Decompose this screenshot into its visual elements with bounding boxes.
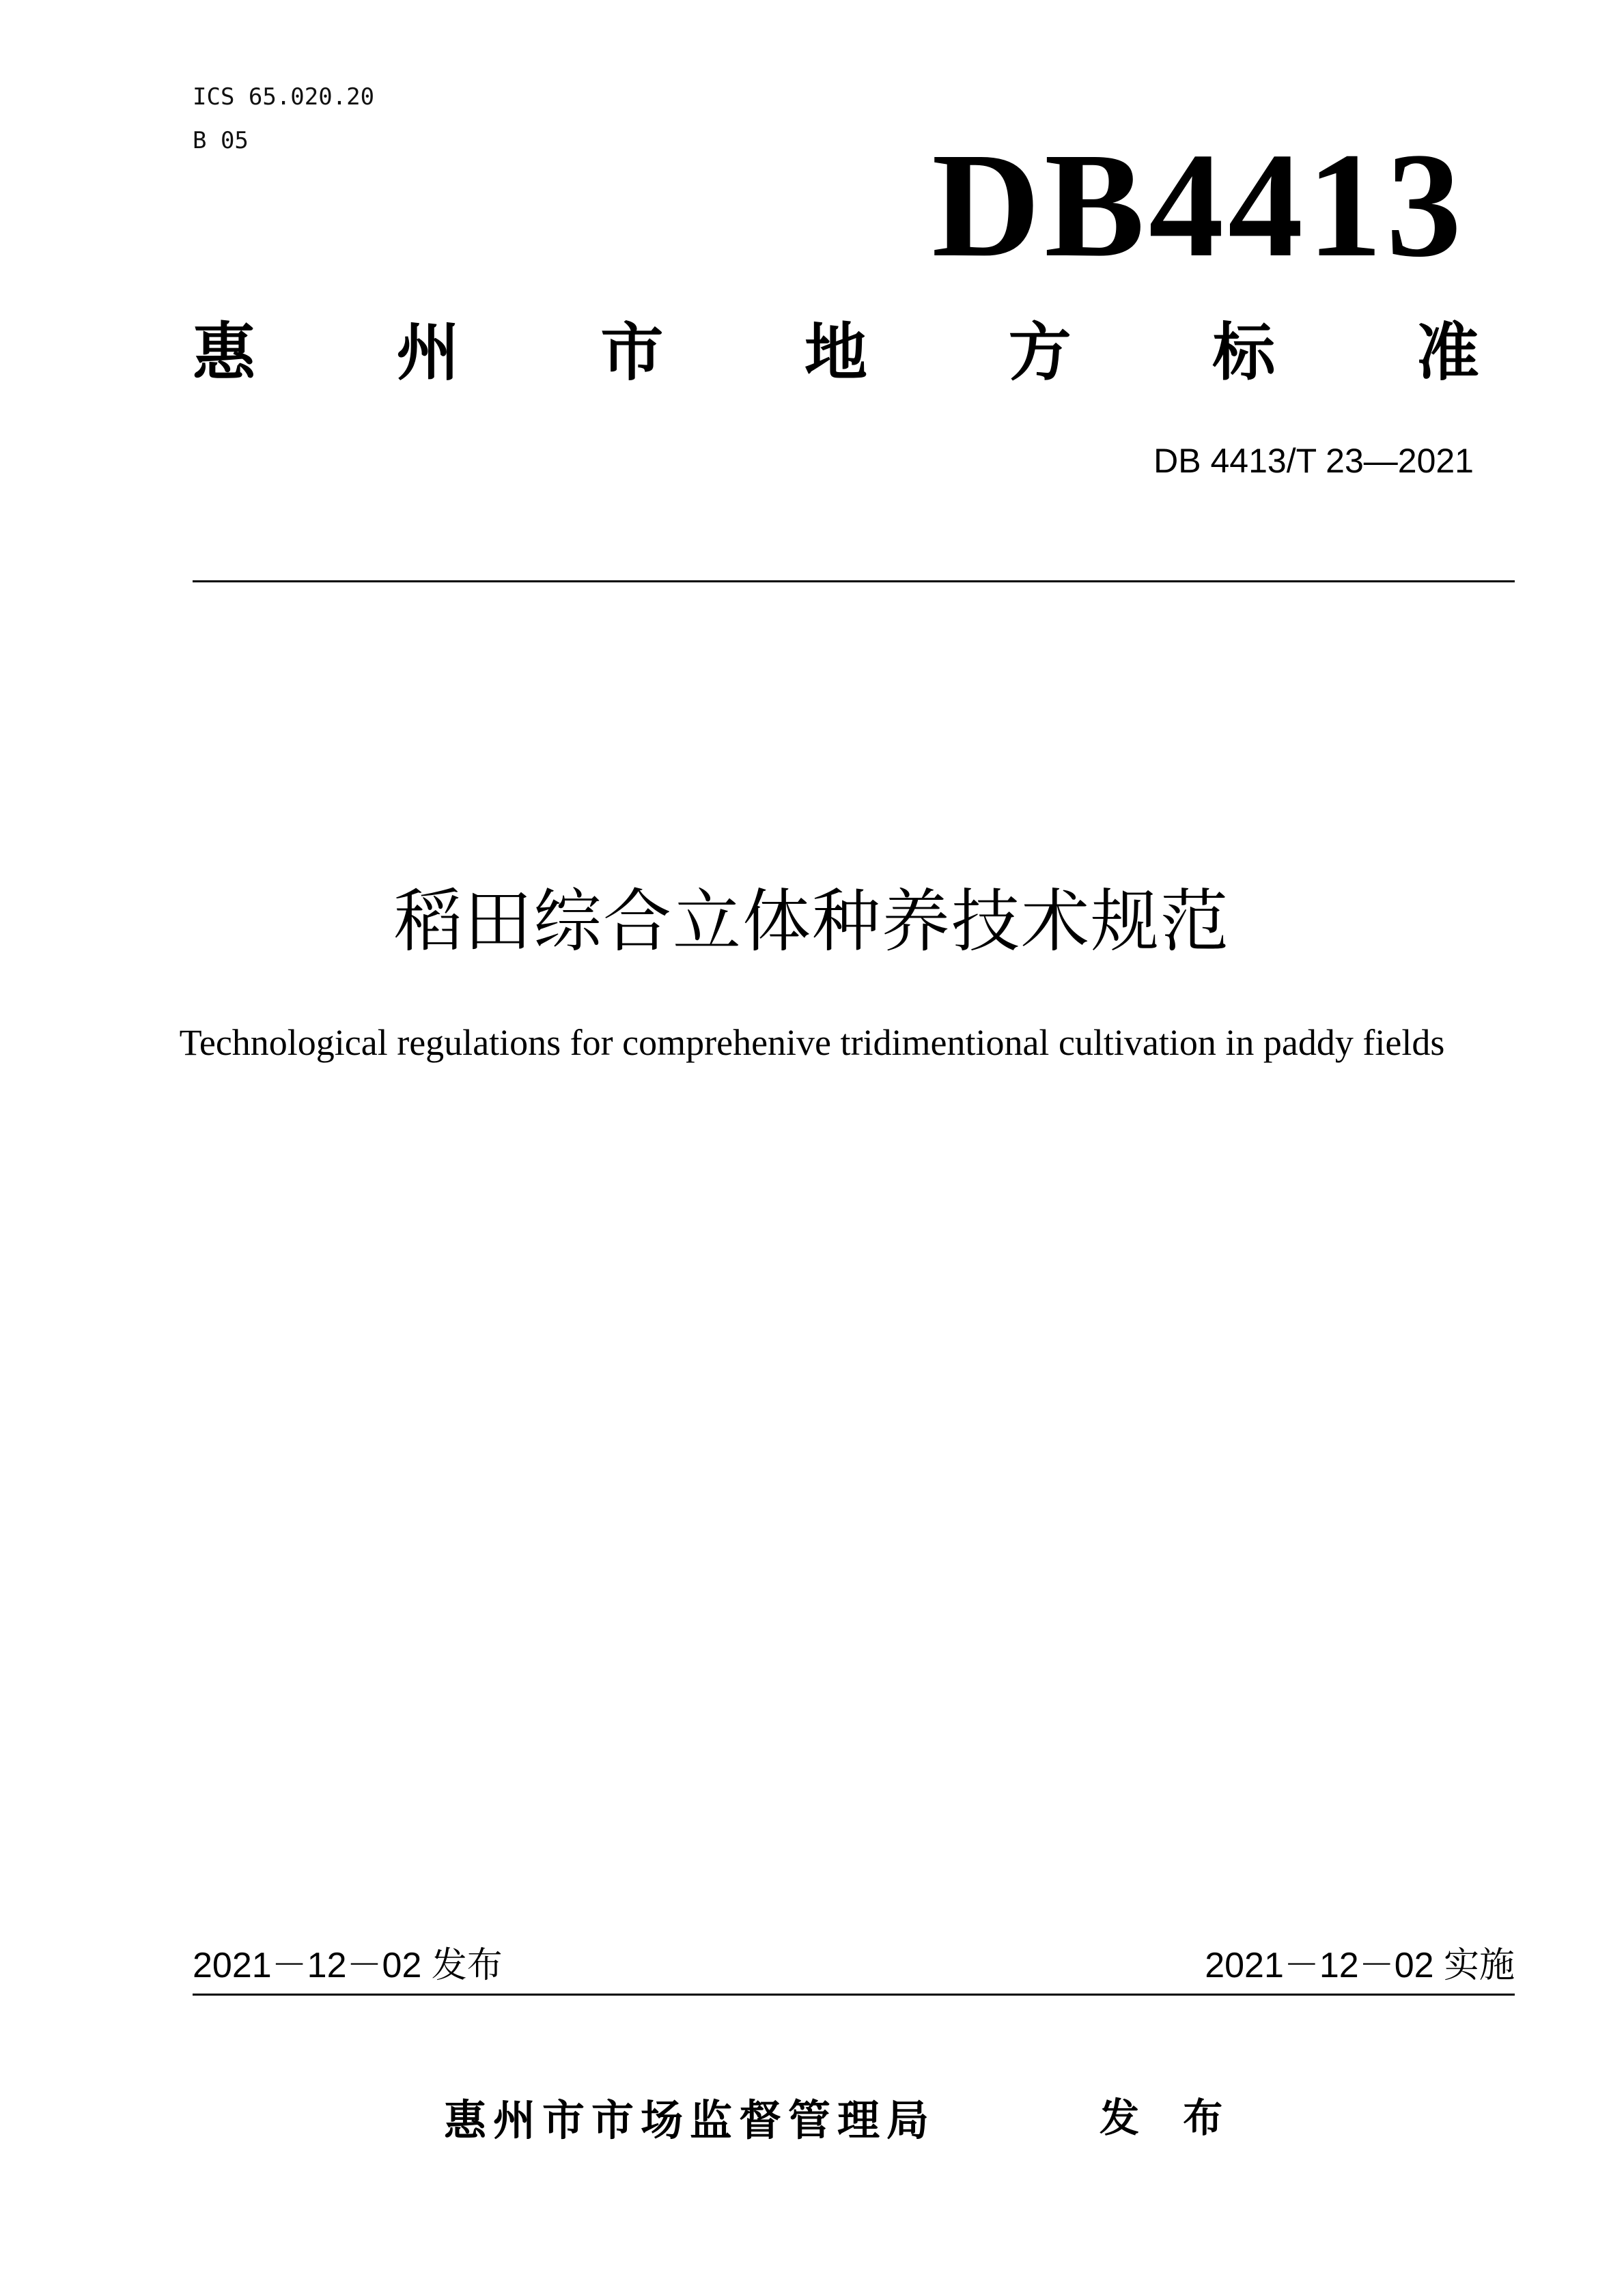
standard-type-char: 惠 [193, 316, 256, 389]
standard-type-char: 准 [1416, 316, 1479, 389]
standard-type-char: 州 [396, 316, 460, 389]
publisher-name: 惠州市市场监督管理局 [444, 2095, 936, 2145]
standard-type-char: 方 [1008, 316, 1072, 389]
standard-code-large: DB4413 [932, 122, 1466, 288]
issue-date: 2021－12－02 发布 [193, 1946, 503, 1985]
ccs-code: B 05 [193, 127, 249, 154]
standard-number: DB 4413/T 23—2021 [1153, 442, 1474, 480]
publish-label: 发 布 [1100, 2095, 1238, 2141]
ics-code: ICS 65.020.20 [193, 83, 375, 111]
standard-type-char: 市 [600, 316, 664, 389]
document-title-chinese: 稻田综合立体种养技术规范 [394, 881, 1230, 961]
bottom-divider [193, 1994, 1515, 1996]
top-divider [193, 580, 1515, 582]
standard-type-heading [193, 315, 1479, 391]
document-title-english: Technological regulations for comprehenive tridimentional cultivation in paddy fields [179, 1022, 1445, 1063]
standard-type-char: 地 [804, 316, 867, 389]
standard-type-char: 标 [1212, 316, 1276, 389]
implementation-date: 2021－12－02 实施 [1205, 1946, 1515, 1985]
